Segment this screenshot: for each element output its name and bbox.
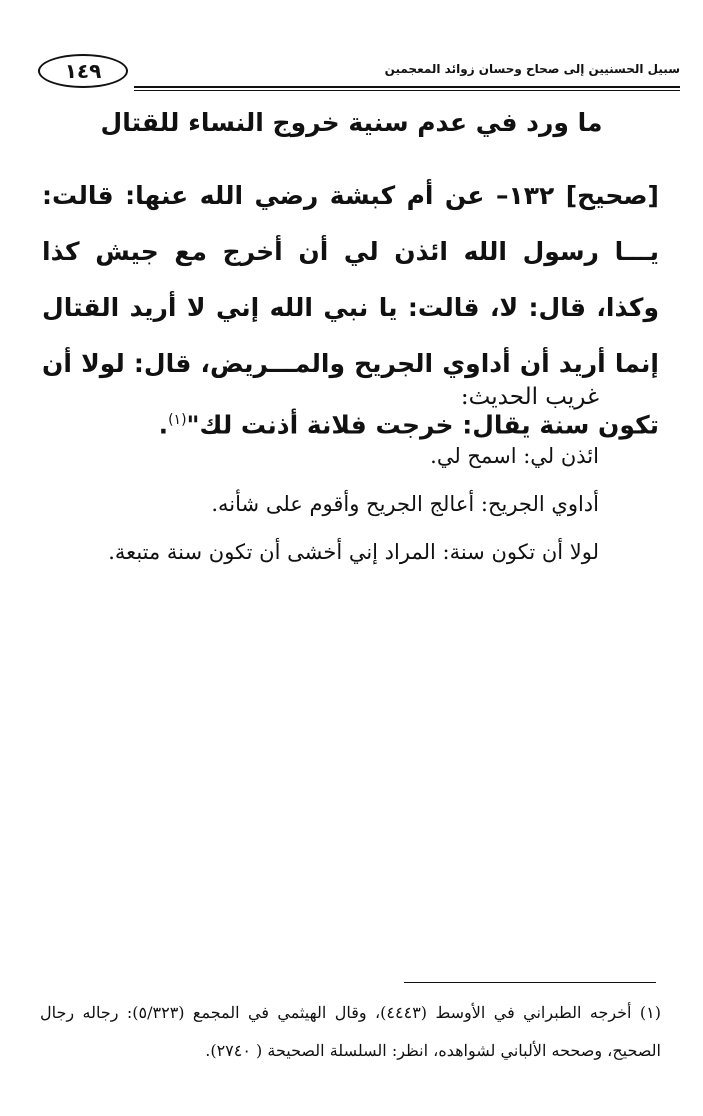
glossary-item: ائذن لي: اسمح لي.: [430, 444, 599, 468]
footnote-marker: (١): [168, 412, 187, 428]
hadith-text: عن أم كبشة رضي الله عنها: قالت: يـــا رسول الله ائذن لي أن أخرج مع جيش كذا وكذا، قال: لا، قالت: يا نبي الله إني لا أريد القتال إنما أريد أن أداوي الجريح والمـــريض، قال: لولا أن تكون سنة يقال: خرجت فلانة أذنت لك": [42, 181, 659, 440]
header-rule-thick: [134, 86, 680, 88]
hadith-paragraph: [42, 168, 659, 453]
glossary-item: لولا أن تكون سنة: المراد إني أخشى أن تكون سنة متبعة.: [108, 540, 599, 564]
page-number: ١٤٩: [38, 54, 128, 88]
section-heading: ما ورد في عدم سنية خروج النساء للقتال: [100, 108, 603, 137]
footnote-item: (١) أخرجه الطبراني في الأوسط (٤٤٤٣)، وقال الهيثمي في المجمع (٥/٣٢٣): رجاله رجال الصحيح، وصححه الألباني لشواهده، انظر: السلسلة الصحيحة ( ٢٧٤٠).: [40, 1003, 661, 1060]
hadith-end: .: [158, 410, 169, 440]
hadith-number: ١٣٢–: [495, 181, 555, 210]
glossary-item: أداوي الجريح: أعالج الجريح وأقوم على شأنه.: [211, 492, 599, 516]
header-rule-thin: [134, 90, 680, 91]
glossary-heading: غريب الحديث:: [460, 384, 599, 410]
footnotes: [40, 994, 661, 1070]
hadith-grade: [صحيح]: [565, 181, 659, 210]
page-header: [30, 52, 680, 96]
running-title: سبيل الحسنيين إلى صحاح وحسان زوائد المعجمين: [384, 62, 680, 76]
glossary-list: [40, 432, 599, 576]
footnote-separator: [404, 982, 656, 983]
